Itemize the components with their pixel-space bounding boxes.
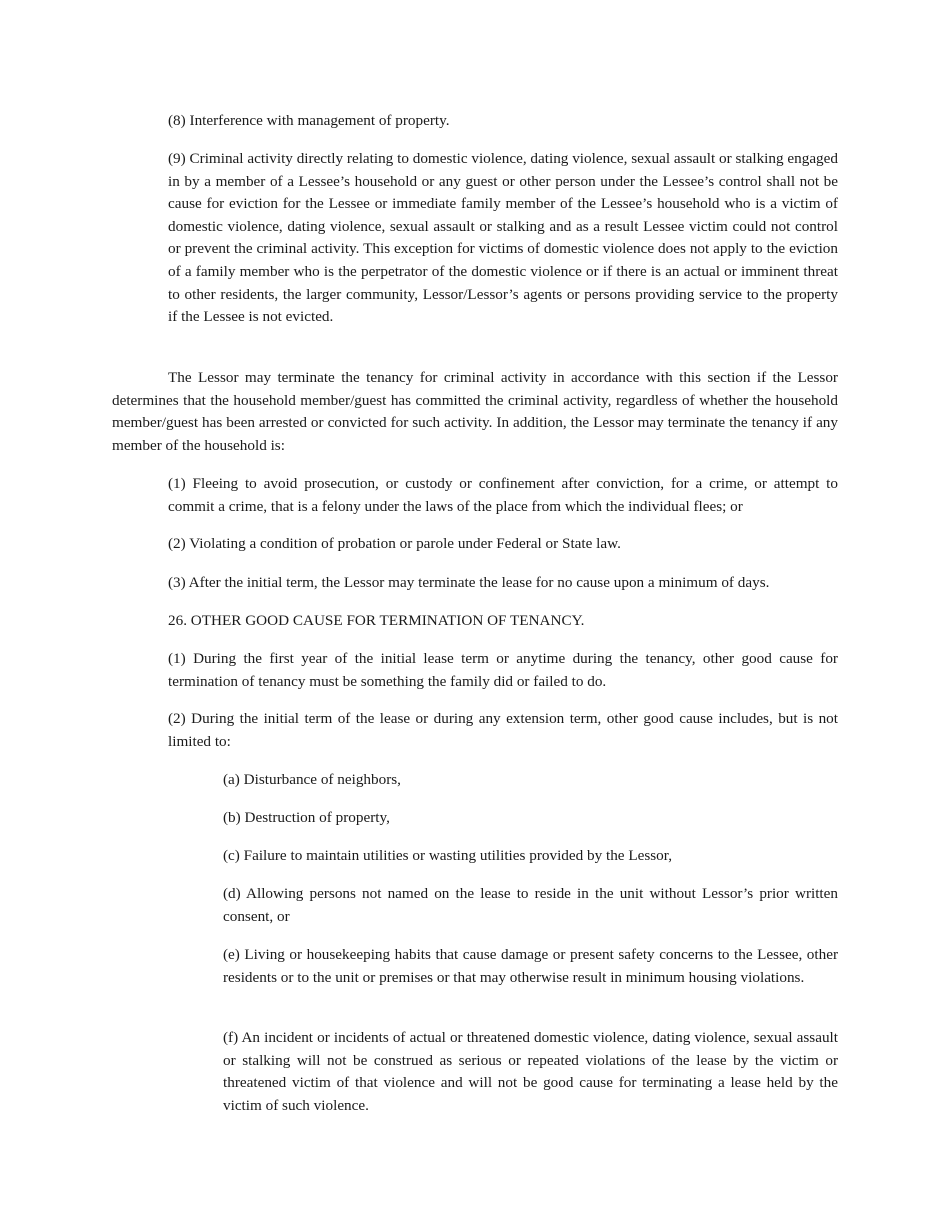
paragraph-lessor-termination: The Lessor may terminate the tenancy for criminal activity in accordance with this section if the Lessor determines that the household member/guest has committed the criminal activity, regardless of whether the household member/guest has been arrested or convicted for such activity. In addition, the Lessor may terminate the tenancy if any member of the household is: xyxy=(112,369,838,454)
list-item-f: (f) An incident or incidents of actual or threatened domestic violence, dating violence, sexual assault or stalking will not be construed as serious or repeated violations of the lease by the victim or threatened victim of that violence and will not be good cause for terminating a lease held by the victim of such violence. xyxy=(223,1029,838,1114)
list-item-e: (e) Living or housekeeping habits that cause damage or present safety concerns to the Lessee, other residents or to the unit or premises or that may otherwise result in minimum housing violations. xyxy=(223,946,838,986)
paragraph-probation-violation: (2) Violating a condition of probation or parole under Federal or State law. xyxy=(168,535,621,552)
list-item-a: (a) Disturbance of neighbors, xyxy=(223,771,401,788)
list-item-d: (d) Allowing persons not named on the lease to reside in the unit without Lessor’s prior written consent, or xyxy=(223,885,838,925)
list-item-b: (b) Destruction of property, xyxy=(223,809,390,826)
paragraph-no-cause-termination: (3) After the initial term, the Lessor may terminate the lease for no cause upon a minimum of days. xyxy=(168,574,770,591)
paragraph-good-cause-1: (1) During the first year of the initial lease term or anytime during the tenancy, other good cause for termination of tenancy must be something the family did or failed to do. xyxy=(168,650,838,690)
paragraph-item-8: (8) Interference with management of property. xyxy=(168,112,450,129)
paragraph-item-9: (9) Criminal activity directly relating to domestic violence, dating violence, sexual assault or stalking engaged in by a member of a Lessee’s household or any guest or other person under the Lessee’s control shall not be cause for eviction for the Lessee or immediate family member of the Lessee’s household who is a victim of domestic violence, dating violence, sexual assault or stalking and as a result Lessee victim could not control or prevent the criminal activity. This exception for victims of domestic violence does not apply to the eviction of a family member who is the perpetrator of the domestic violence or if there is an actual or imminent threat to other residents, the larger community, Lessor/Lessor’s agents or persons providing service to the property if the Lessee is not evicted. xyxy=(168,150,838,326)
list-item-c: (c) Failure to maintain utilities or wasting utilities provided by the Lessor, xyxy=(223,847,673,864)
paragraph-fleeing-prosecution: (1) Fleeing to avoid prosecution, or custody or confinement after conviction, for a crime, or attempt to commit a crime, that is a felony under the laws of the place from which the individual flees; or xyxy=(168,475,838,515)
paragraph-good-cause-2: (2) During the initial term of the lease or during any extension term, other good cause includes, but is not limited to: xyxy=(168,710,838,750)
section-heading-26: 26. OTHER GOOD CAUSE FOR TERMINATION OF TENANCY. xyxy=(168,612,585,629)
